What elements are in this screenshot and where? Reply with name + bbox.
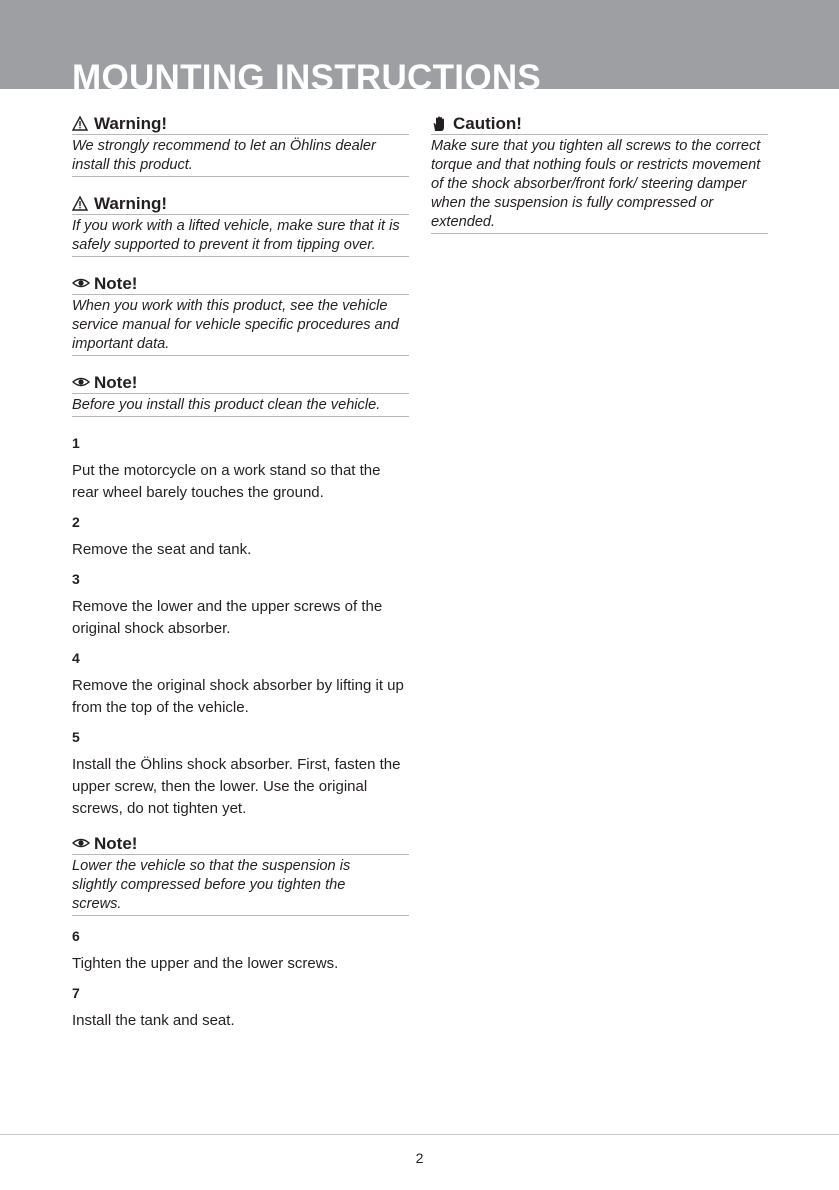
header-band — [0, 0, 839, 89]
step-number: 4 — [72, 650, 80, 666]
note-notice — [72, 274, 409, 356]
step-item — [72, 985, 409, 1032]
note-notice — [72, 834, 409, 916]
step-number: 6 — [72, 928, 80, 944]
step-item — [72, 928, 409, 975]
step-text: Install the tank and seat. — [72, 1012, 235, 1029]
right-column — [431, 114, 768, 234]
notice-heading: Note! — [94, 274, 138, 293]
step-number: 7 — [72, 985, 80, 1001]
step-text: Install the Öhlins shock absorber. First, fasten the upper screw, then the lower. Use the original screws, do not tighten yet. — [72, 756, 401, 817]
step-number: 1 — [72, 435, 80, 451]
step-text: Tighten the upper and the lower screws. — [72, 955, 339, 972]
left-column — [72, 114, 409, 1042]
notice-body: We strongly recommend to let an Öhlins dealer install this product. — [72, 135, 409, 177]
step-number: 3 — [72, 571, 80, 587]
eye-icon — [72, 276, 90, 292]
warning-notice — [72, 114, 409, 177]
notice-heading: Warning! — [94, 114, 168, 133]
footer-divider — [0, 1134, 839, 1135]
step-text: Put the motorcycle on a work stand so that the rear wheel barely touches the ground. — [72, 462, 381, 501]
step-item — [72, 571, 409, 640]
warning-notice — [72, 194, 409, 257]
notice-body: Before you install this product clean the vehicle. — [72, 394, 409, 417]
note-notice — [72, 373, 409, 417]
step-number: 5 — [72, 729, 80, 745]
step-text: Remove the lower and the upper screws of the original shock absorber. — [72, 598, 383, 637]
notice-heading: Caution! — [453, 114, 522, 133]
step-text: Remove the original shock absorber by lifting it up from the top of the vehicle. — [72, 677, 404, 716]
eye-icon — [72, 836, 90, 852]
page-number: 2 — [415, 1150, 424, 1166]
step-text: Remove the seat and tank. — [72, 541, 252, 558]
page-title: MOUNTING INSTRUCTIONS — [72, 58, 542, 89]
steps-list — [72, 928, 409, 1032]
step-number: 2 — [72, 514, 80, 530]
step-item — [72, 729, 409, 820]
warning-triangle-icon — [72, 116, 90, 132]
caution-notice — [431, 114, 768, 234]
step-item — [72, 435, 409, 504]
warning-triangle-icon — [72, 196, 90, 212]
step-item — [72, 514, 409, 561]
eye-icon — [72, 375, 90, 391]
notice-body: When you work with this product, see the vehicle service manual for vehicle specific procedures and important data. — [72, 295, 409, 356]
notice-heading: Note! — [94, 373, 138, 392]
steps-list — [72, 435, 409, 820]
notice-body: Lower the vehicle so that the suspension is slightly compressed before you tighten the screws. — [72, 855, 409, 916]
notice-body: If you work with a lifted vehicle, make sure that it is safely supported to prevent it from tipping over. — [72, 215, 409, 257]
notice-body: Make sure that you tighten all screws to the correct torque and that nothing fouls or restricts movement of the shock absorber/front fork/ steering damper when the suspension is fully compressed or extended. — [431, 135, 768, 234]
notice-heading: Note! — [94, 834, 138, 853]
step-item — [72, 650, 409, 719]
hand-stop-icon — [431, 116, 449, 132]
notice-heading: Warning! — [94, 194, 168, 213]
